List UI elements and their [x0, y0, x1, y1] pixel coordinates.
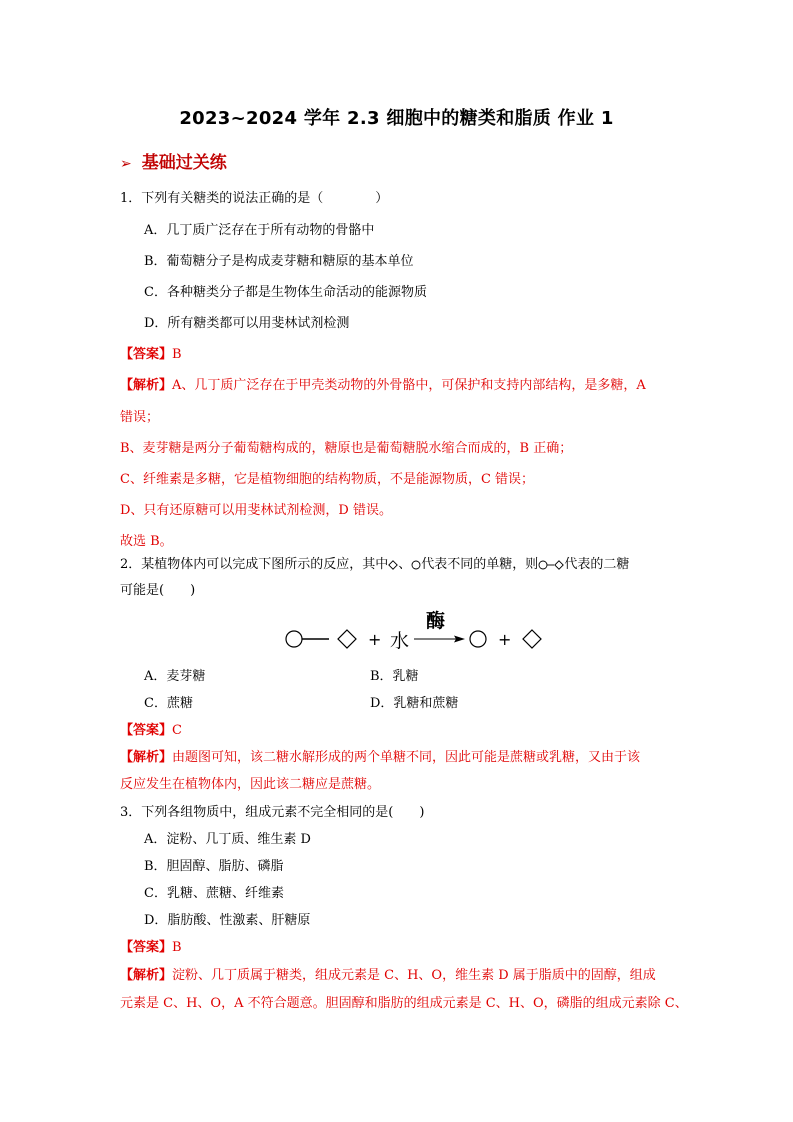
arrow-bullet-icon: ➢	[120, 156, 132, 172]
q1-answer	[120, 346, 182, 364]
q3-answer	[120, 939, 182, 957]
q2-stem-part: 代表不同的单糖，则	[421, 557, 539, 572]
q3-option-b: B．胆固醇、脂肪、磷脂	[144, 859, 284, 874]
q3-analysis-line-2: 元素是 C、H、O，A 不符合题意。胆固醇和脂肪的组成元素是 C、H、O，磷脂的组成元素除 C、	[120, 996, 688, 1011]
plus-sign: +	[368, 630, 382, 649]
q1-analysis-line-1	[120, 377, 646, 395]
q2-analysis-line-1	[120, 749, 640, 767]
q3-stem: 3．下列各组物质中，组成元素不完全相同的是( )	[120, 805, 425, 820]
analysis-tag: 【解析】	[120, 378, 173, 393]
analysis-text: 淀粉、几丁质属于糖类，组成元素是 C、H、O，维生素 D 属于脂质中的固醇，组成	[172, 968, 656, 983]
plus-sign: +	[498, 630, 512, 649]
q2-option-b: B．乳糖	[370, 669, 419, 684]
q1-option-c: C．各种糖类分子都是生物体生命活动的能源物质	[144, 285, 427, 300]
circle-icon	[411, 560, 421, 570]
q1-option-a: A．几丁质广泛存在于所有动物的骨骼中	[144, 223, 375, 238]
product-circle-icon	[470, 631, 486, 647]
document-title: 2023~2024 学年 2.3 细胞中的糖类和脂质 作业 1	[179, 108, 614, 129]
section-heading	[120, 148, 227, 173]
q1-analysis-line-6: 故选 B。	[120, 534, 173, 549]
diamond-icon	[388, 560, 398, 570]
answer-tag: 【答案】	[120, 940, 173, 955]
answer-value: B	[172, 940, 182, 955]
answer-tag: 【答案】	[120, 723, 173, 738]
circle-diamond-disaccharide-icon	[538, 560, 564, 570]
q1-analysis-line-5: D、只有还原糖可以用斐林试剂检测，D 错误。	[120, 503, 392, 518]
q2-stem-part: 2．某植物体内可以完成下图所示的反应，其中	[120, 557, 389, 572]
q3-option-d: D．脂肪酸、性激素、肝糖原	[144, 913, 311, 928]
q1-option-b: B．葡萄糖分子是构成麦芽糖和糖原的基本单位	[144, 254, 414, 269]
answer-value: C	[172, 723, 182, 738]
analysis-tag: 【解析】	[120, 968, 173, 983]
q2-answer	[120, 722, 182, 740]
q2-option-c: C．蔗糖	[144, 696, 193, 711]
q1-analysis-line-2: 错误；	[120, 410, 160, 425]
q2-option-a: A．麦芽糖	[144, 669, 206, 684]
q2-stem-line-2: 可能是( )	[120, 583, 196, 598]
analysis-text: 由题图可知，该二糖水解形成的两个单糖不同，因此可能是蔗糖或乳糖，又由于该	[172, 750, 641, 765]
section-label: 基础过关练	[141, 153, 227, 173]
answer-value: B	[172, 347, 182, 362]
analysis-tag: 【解析】	[120, 750, 173, 765]
q2-stem-part: 代表的二糖	[564, 557, 630, 572]
q1-stem: 1．下列有关糖类的说法正确的是（ ）	[120, 191, 389, 206]
q3-option-c: C．乳糖、蔗糖、纤维素	[144, 886, 284, 901]
q3-option-a: A．淀粉、几丁质、维生素 D	[144, 832, 311, 847]
reaction-diagram	[282, 610, 552, 650]
q1-option-d: D．所有糖类都可以用斐林试剂检测	[144, 316, 350, 331]
monosaccharide-circle-icon	[286, 631, 302, 647]
q2-option-d: D．乳糖和蔗糖	[370, 696, 459, 711]
q1-analysis-line-4: C、纤维素是多糖，它是植物细胞的结构物质，不是能源物质，C 错误；	[120, 472, 535, 487]
q3-analysis-line-1	[120, 967, 656, 985]
q2-stem-line-1	[120, 556, 629, 574]
answer-tag: 【答案】	[120, 347, 173, 362]
enzyme-label: 酶	[426, 610, 446, 632]
monosaccharide-diamond-icon	[338, 630, 356, 648]
q1-analysis-line-3: B、麦芽糖是两分子葡萄糖构成的，糖原也是葡萄糖脱水缩合而成的，B 正确；	[120, 441, 573, 456]
q2-stem-sep: 、	[398, 557, 412, 572]
product-diamond-icon	[523, 630, 541, 648]
q2-analysis-line-2: 反应发生在植物体内，因此该二糖应是蔗糖。	[120, 777, 381, 792]
analysis-text: A、几丁质广泛存在于甲壳类动物的外骨骼中，可保护和支持内部结构，是多糖，A	[172, 378, 646, 393]
water-label: 水	[390, 630, 410, 650]
